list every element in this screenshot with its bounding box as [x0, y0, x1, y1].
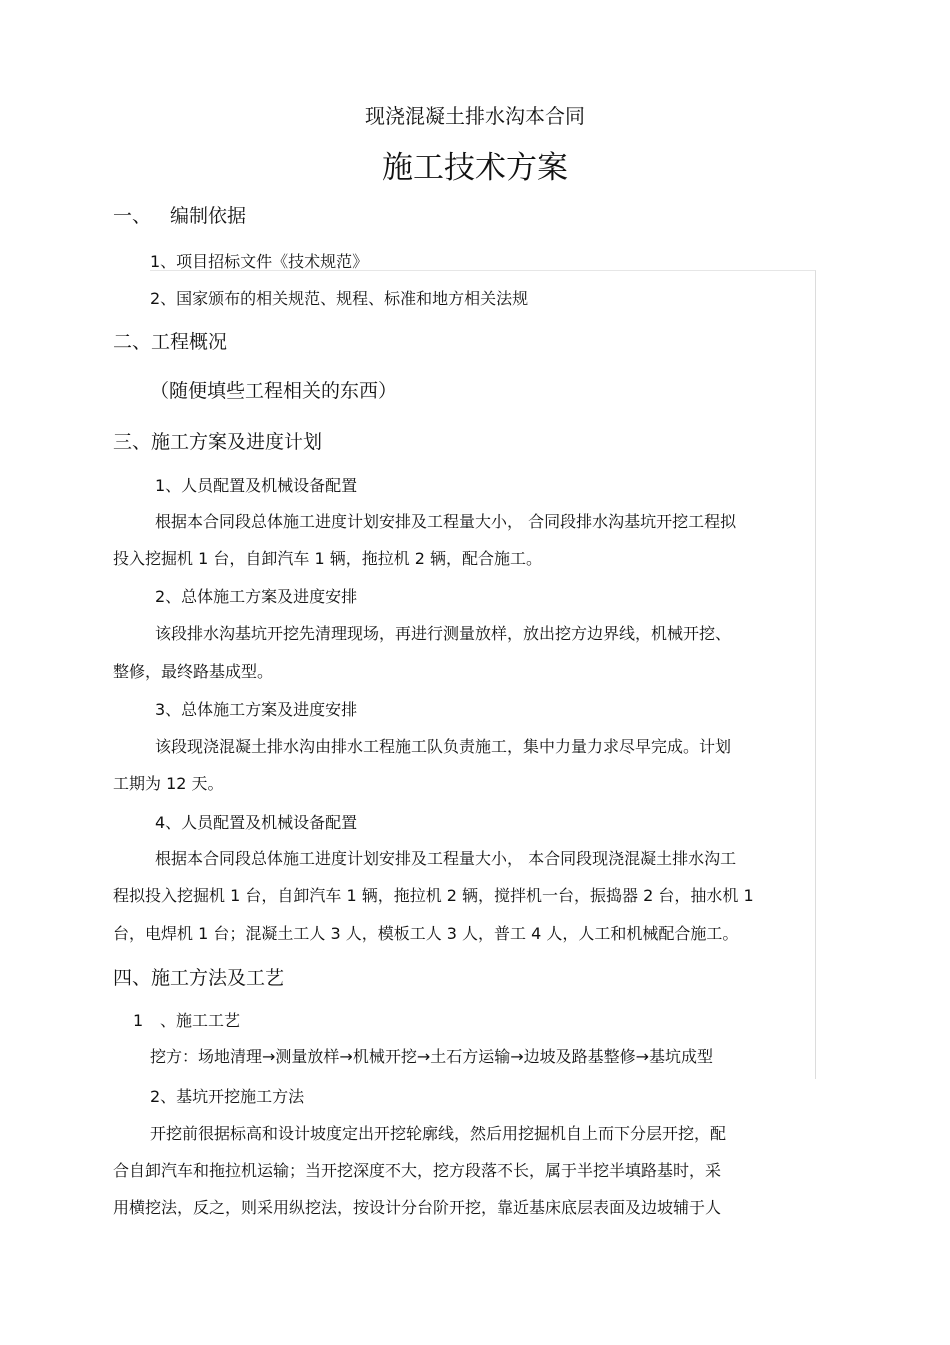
section-2-note: （随便填些工程相关的东西）: [150, 380, 398, 402]
section-3-heading: 三、施工方案及进度计划: [113, 431, 323, 453]
section-4-sub-1-label: 、施工工艺: [160, 1011, 241, 1030]
section-3-para-3-line-1: 该段现浇混凝土排水沟由排水工程施工队负责施工，集中力量力求尽早完成。计划: [155, 737, 732, 756]
section-4-para-line-3: 用横挖法，反之，则采用纵挖法，按设计分台阶开挖，靠近基床底层表面及边坡辅于人: [113, 1198, 722, 1217]
section-3-para-2-line-2: 整修，最终路基成型。: [113, 662, 274, 681]
section-1-number: 一、: [113, 205, 152, 227]
section-1-item-1: 1、项目招标文件《技术规范》: [150, 252, 369, 271]
section-3-para-3-line-2: 工期为 12 天。: [113, 774, 224, 793]
section-2-heading: 二、工程概况: [113, 331, 228, 353]
section-3-para-4-line-3: 台，电焊机 1 台；混凝土工人 3 人，模板工人 3 人，普工 4 人，人工和机械配合施工。: [113, 924, 739, 943]
section-4-heading: 四、施工方法及工艺: [113, 967, 285, 989]
section-3-para-1-line-2: 投入挖掘机 1 台，自卸汽车 1 辆，拖拉机 2 辆，配合施工。: [113, 549, 543, 568]
section-3-para-2-line-1: 该段排水沟基坑开挖先清理现场，再进行测量放样，放出挖方边界线，机械开挖、: [155, 624, 732, 643]
section-4-sub-1-number: 1: [133, 1011, 144, 1030]
section-3-sub-4: 4、人员配置及机械设备配置: [155, 813, 358, 832]
section-1-item-2: 2、国家颁布的相关规范、规程、标准和地方相关法规: [150, 289, 529, 308]
section-4-para-line-2: 合自卸汽车和拖拉机运输；当开挖深度不大，挖方段落不长，属于半挖半填路基时，采: [113, 1161, 722, 1180]
document-title: 施工技术方案: [382, 150, 568, 186]
section-4-para-line-1: 开挖前很据标高和设计坡度定出开挖轮廓线，然后用挖掘机自上而下分层开挖，配: [150, 1124, 727, 1143]
section-3-sub-3: 3、总体施工方案及进度安排: [155, 700, 358, 719]
section-3-sub-1: 1、人员配置及机械设备配置: [155, 476, 358, 495]
section-1-heading: 编制依据: [170, 205, 247, 227]
document-subtitle: 现浇混凝土排水沟本合同: [365, 104, 585, 128]
section-4-sub-2: 2、基坑开挖施工方法: [150, 1087, 305, 1106]
section-3-sub-2: 2、总体施工方案及进度安排: [155, 587, 358, 606]
section-4-process-flow: 挖方：场地清理→测量放样→机械开挖→土石方运输→边坡及路基整修→基坑成型: [150, 1047, 714, 1066]
section-3-para-4-line-2: 程拟投入挖掘机 1 台，自卸汽车 1 辆，拖拉机 2 辆，搅拌机一台，振捣器 2 台，抽水机 1: [113, 886, 754, 905]
section-3-para-4-line-1: 根据本合同段总体施工进度计划安排及工程量大小， 本合同段现浇混凝土排水沟工: [155, 849, 737, 868]
section-3-para-1-line-1: 根据本合同段总体施工进度计划安排及工程量大小， 合同段排水沟基坑开挖工程拟: [155, 512, 737, 531]
